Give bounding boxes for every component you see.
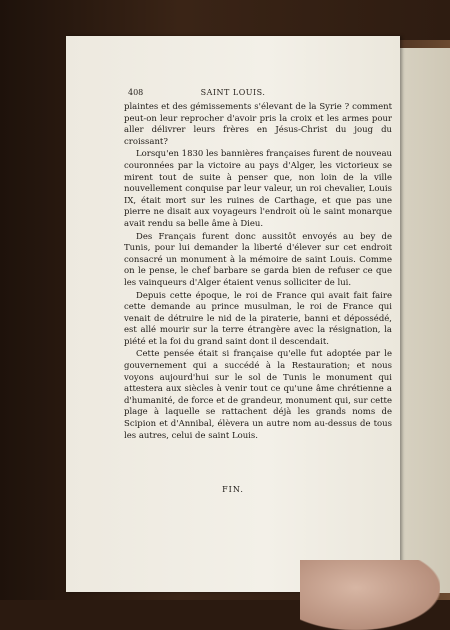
paragraph: Lorsqu'en 1830 les bannières françaises furent de nouveau couronnées par la victoire au pays d'Alger, les victorieux se mirent tout de suite à penser que, non loin de la ville nouvellement conquise par leur valeur, un roi chevalier, Louis IX, était mort sur les ruines de Carthage, et que pas une pierre ne disait aux voyageurs l'endroit où le saint monarque avait rendu sa belle âme à Dieu. bbox=[124, 149, 392, 229]
running-head bbox=[66, 88, 400, 102]
book-page bbox=[66, 36, 400, 592]
running-title: SAINT LOUIS. bbox=[200, 88, 266, 97]
page-number: 408 bbox=[128, 88, 144, 97]
paragraph: Depuis cette époque, le roi de France qui avait fait faire cette demande au prince musulman, le roi de France qui venait de détruire le nid de la piraterie, banni et dépossédé, est allé mourir sur la terre étrangère avec la résignation, la piété et la foi du grand saint dont il descendait. bbox=[124, 290, 392, 347]
paragraph: Cette pensée était si française qu'elle fut adoptée par le gouvernement qui a succédé à la Restauration; et nous voyons aujourd'hui sur le sol de Tunis le monument qui attestera aux siècles à venir tout ce qu'une âme chrétienne a d'humanité, de force et de grandeur, monument qui, sur cette plage à laquelle se rattachent déjà les grands noms de Scipion et d'Annibal, élèvera un autre nom au-dessus de tous les autres, celui de saint Louis. bbox=[124, 349, 392, 441]
facing-page bbox=[392, 48, 450, 593]
paragraph: Des Français furent donc aussitôt envoyés au bey de Tunis, pour lui demander la liberté d'élever sur cet endroit consacré un monument à la mémoire de saint Louis. Comme on le pense, le chef barbare se garda bien de refuser ce que les vainqueurs d'Alger étaient venus solliciter de lui. bbox=[124, 231, 392, 288]
thumb bbox=[300, 560, 440, 630]
end-mark: FIN. bbox=[222, 485, 244, 494]
body-text bbox=[124, 102, 392, 443]
paragraph: plaintes et des gémissements s'élevant de la Syrie ? comment peut-on leur reprocher d'avoir pris la croix et les armes pour aller délivrer leurs frères en Jésus-Christ du joug du croissant? bbox=[124, 102, 392, 147]
